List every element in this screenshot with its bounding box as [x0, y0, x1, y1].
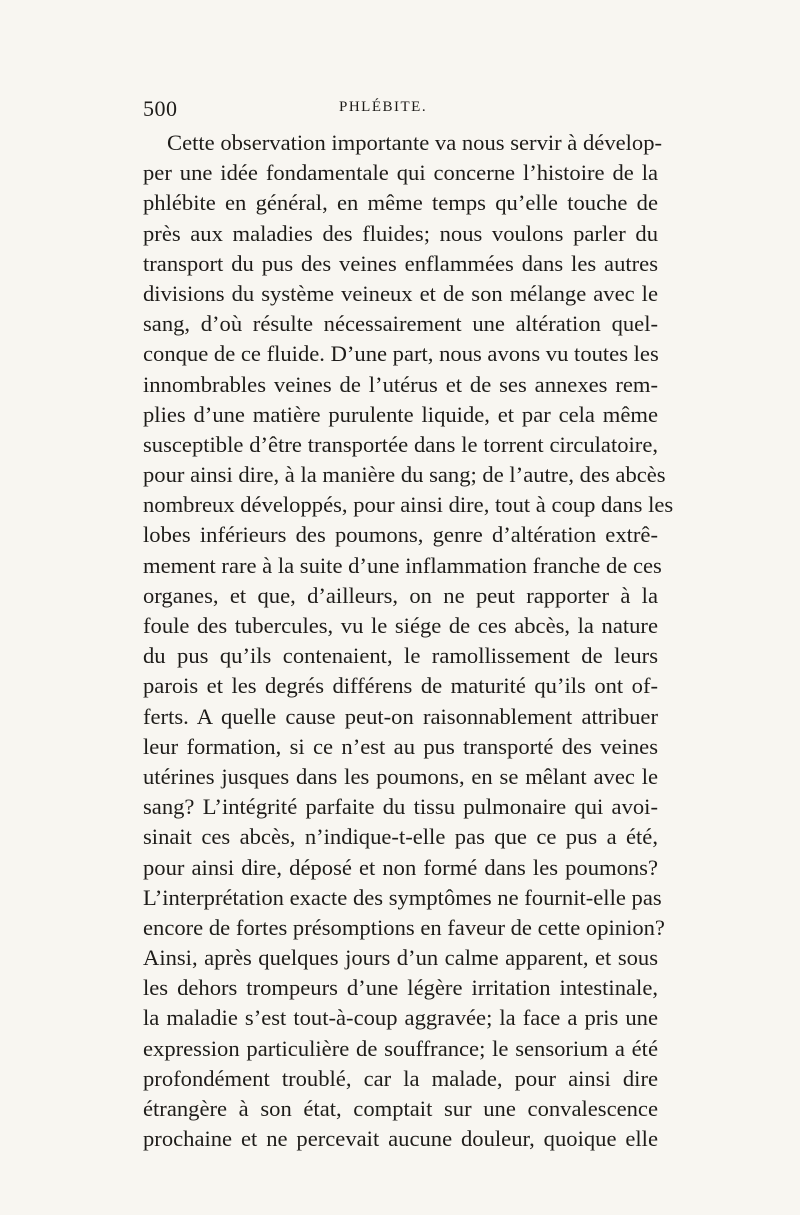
text-line: près aux maladies des fluides; nous voulons parler du: [143, 220, 658, 246]
text-line: foule des tubercules, vu le siége de ces abcès, la nature: [143, 613, 658, 638]
text-line: du pus qu’ils contenaient, le ramollissement de leurs: [143, 643, 658, 669]
text-line: étrangère à son état, comptait sur une convalescence: [143, 1096, 658, 1121]
text-line: sang, d’où résulte nécessairement une altération quel-: [143, 311, 658, 337]
text-line: per une idée fondamentale qui concerne l’histoire de la: [143, 160, 658, 186]
text-line: sinait ces abcès, n’indique-t-elle pas que ce pus a été,: [143, 824, 658, 850]
text-line: profondément troublé, car la malade, pour ainsi dire: [143, 1065, 658, 1091]
body-paragraph: [143, 128, 674, 1154]
text-line: prochaine et ne percevait aucune douleur, quoique elle: [143, 1126, 658, 1152]
text-line: leur formation, si ce n’est au pus transporté des veines: [143, 733, 658, 759]
text-line: lobes inférieurs des poumons, genre d’altération extrê-: [143, 522, 658, 548]
text-line: Ainsi, après quelques jours d’un calme apparent, et sous: [143, 945, 658, 971]
text-line: pour ainsi dire, déposé et non formé dans les poumons?: [143, 854, 658, 880]
text-line: divisions du système veineux et de son mélange avec le: [143, 280, 658, 306]
page-number: 500: [143, 96, 178, 121]
text-line: expression particulière de souffrance; le sensorium a été: [143, 1035, 658, 1061]
text-line: mement rare à la suite d’une inflammation franche de ces: [143, 552, 662, 578]
text-line: parois et les degrés différens de maturité qu’ils ont of-: [143, 673, 658, 699]
text-line: phlébite en général, en même temps qu’elle touche de: [143, 190, 658, 216]
text-line: plies d’une matière purulente liquide, et par cela même: [143, 401, 658, 427]
text-line: transport du pus des veines enflammées dans les autres: [143, 250, 658, 276]
text-line: L’interprétation exacte des symptômes ne fournit-elle pas: [143, 884, 662, 910]
text-line: Cette observation importante va nous servir à dévelop-: [167, 130, 663, 155]
text-line: sang? L’intégrité parfaite du tissu pulmonaire qui avoi-: [143, 794, 658, 820]
text-line: la maladie s’est tout-à-coup aggravée; la face a pris une: [143, 1005, 658, 1031]
text-line: susceptible d’être transportée dans le torrent circulatoire,: [143, 431, 658, 457]
text-line: ferts. A quelle cause peut-on raisonnablement attribuer: [143, 703, 658, 729]
text-line: encore de fortes présomptions en faveur de cette opinion?: [143, 914, 665, 940]
text-line: pour ainsi dire, à la manière du sang; de l’autre, des abcès: [143, 462, 666, 488]
text-line: utérines jusques dans les poumons, en se mêlant avec le: [143, 763, 658, 789]
text-line: conque de ce fluide. D’une part, nous avons vu toutes les: [143, 341, 659, 367]
text-line: innombrables veines de l’utérus et de ses annexes rem-: [143, 371, 658, 397]
text-line: nombreux développés, pour ainsi dire, tout à coup dans les: [143, 492, 674, 518]
text-line: les dehors trompeurs d’une légère irritation intestinale,: [143, 975, 658, 1001]
page-header: [143, 96, 658, 124]
text-line: organes, et que, d’ailleurs, on ne peut rapporter à la: [143, 582, 658, 608]
running-title: PHLÉBITE.: [339, 99, 428, 115]
